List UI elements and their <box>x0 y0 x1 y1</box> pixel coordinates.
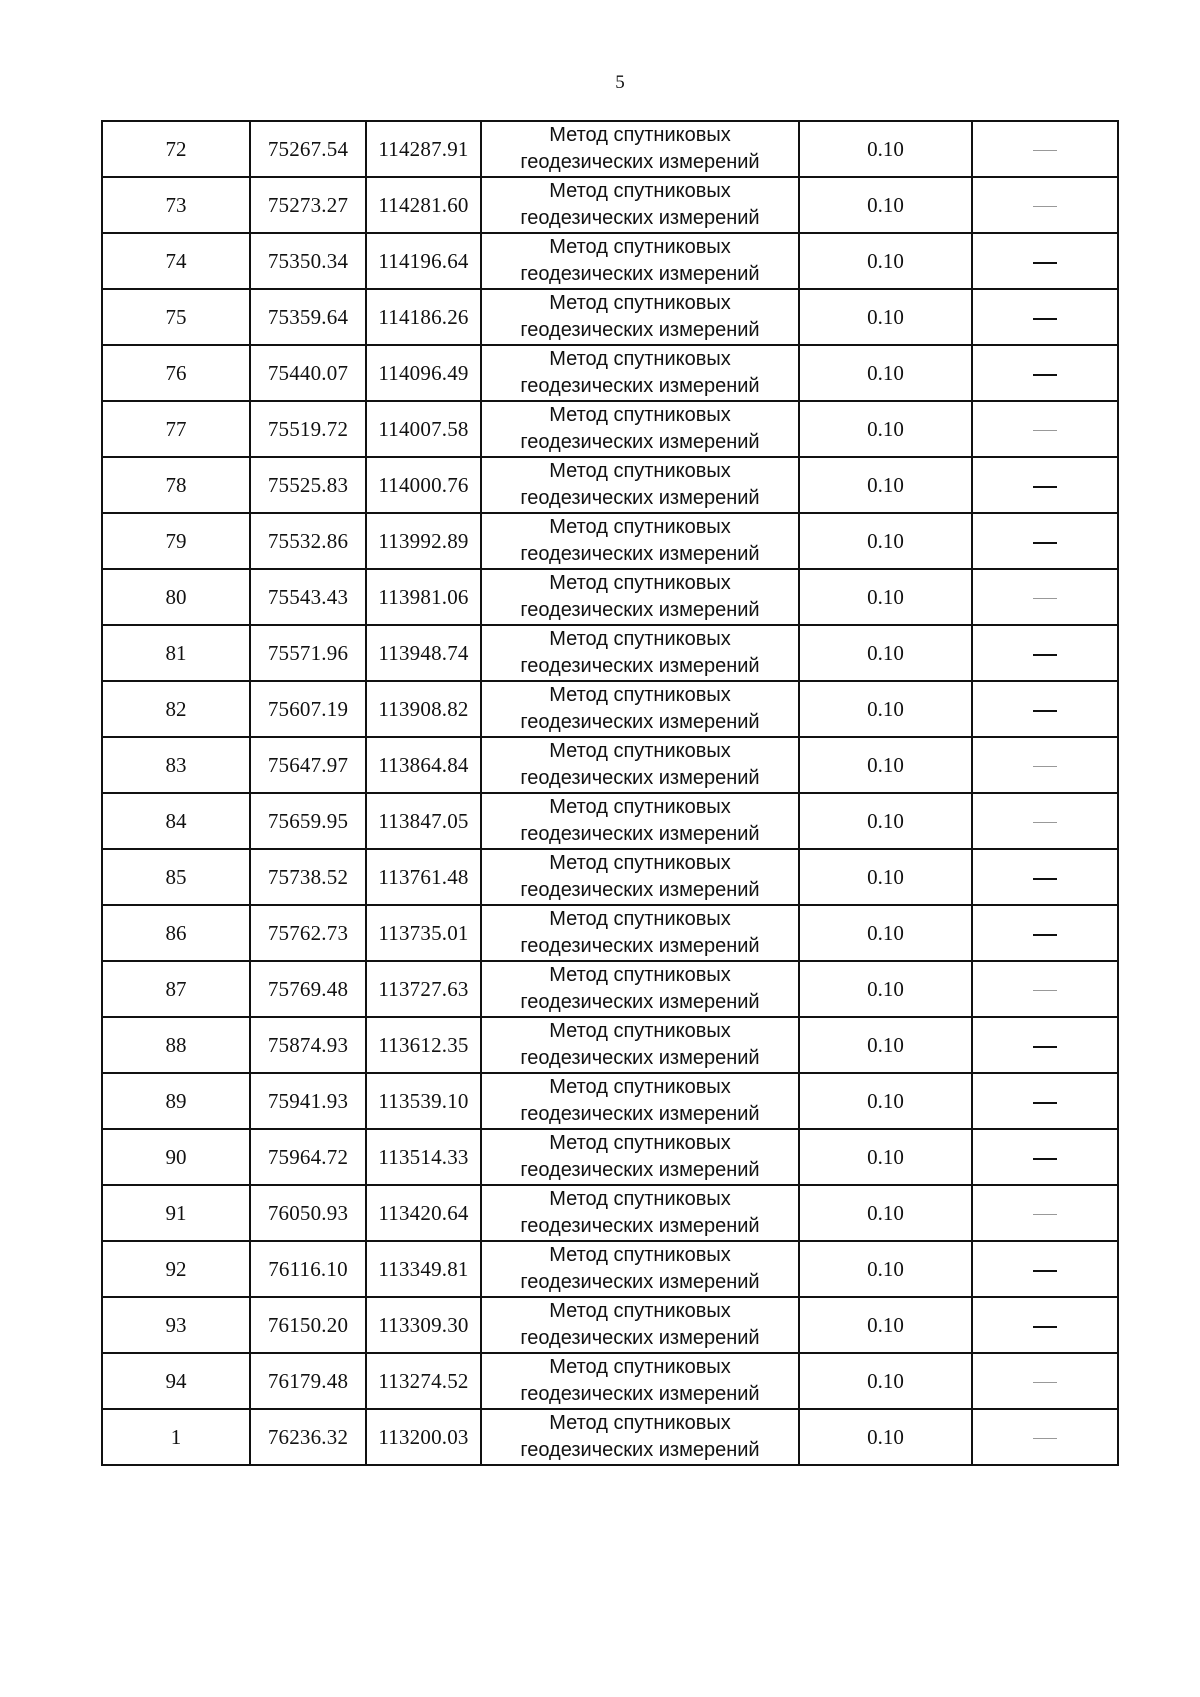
method-line-2: геодезических измерений <box>520 1103 760 1125</box>
method-line-1: Метод спутниковых <box>549 628 731 650</box>
table-row <box>102 121 1118 177</box>
point-number-cell: 80 <box>102 569 250 625</box>
x-coordinate-cell: 75440.07 <box>250 345 366 401</box>
accuracy-cell: 0.10 <box>799 1409 972 1465</box>
method-line-2: геодезических измерений <box>520 711 760 733</box>
point-number-cell: 85 <box>102 849 250 905</box>
point-number-cell: 79 <box>102 513 250 569</box>
dash-mark <box>1033 766 1057 767</box>
accuracy-cell: 0.10 <box>799 681 972 737</box>
accuracy-cell: 0.10 <box>799 513 972 569</box>
table-row <box>102 681 1118 737</box>
method-line-1: Метод спутниковых <box>549 1356 731 1378</box>
table-row <box>102 905 1118 961</box>
x-coordinate-cell: 75350.34 <box>250 233 366 289</box>
method-line-1: Метод спутниковых <box>549 348 731 370</box>
y-coordinate-cell: 113420.64 <box>366 1185 481 1241</box>
y-coordinate-cell: 113200.03 <box>366 1409 481 1465</box>
method-line-2: геодезических измерений <box>520 767 760 789</box>
dash-mark <box>1033 598 1057 599</box>
dash-mark <box>1033 934 1057 936</box>
dash-mark <box>1033 150 1057 151</box>
method-line-1: Метод спутниковых <box>549 852 731 874</box>
y-coordinate-cell: 113514.33 <box>366 1129 481 1185</box>
table-row <box>102 457 1118 513</box>
accuracy-cell: 0.10 <box>799 1241 972 1297</box>
accuracy-cell: 0.10 <box>799 1017 972 1073</box>
x-coordinate-cell: 75941.93 <box>250 1073 366 1129</box>
method-line-1: Метод спутниковых <box>549 404 731 426</box>
method-line-1: Метод спутниковых <box>549 740 731 762</box>
point-number-cell: 92 <box>102 1241 250 1297</box>
method-cell <box>481 737 799 793</box>
method-line-1: Метод спутниковых <box>549 1300 731 1322</box>
y-coordinate-cell: 113727.63 <box>366 961 481 1017</box>
method-line-1: Метод спутниковых <box>549 292 731 314</box>
method-cell <box>481 457 799 513</box>
point-number-cell: 89 <box>102 1073 250 1129</box>
y-coordinate-cell: 113274.52 <box>366 1353 481 1409</box>
table-row <box>102 345 1118 401</box>
table-row <box>102 1073 1118 1129</box>
point-number-cell: 1 <box>102 1409 250 1465</box>
y-coordinate-cell: 114096.49 <box>366 345 481 401</box>
method-line-2: геодезических измерений <box>520 1439 760 1461</box>
description-cell <box>972 681 1118 737</box>
method-line-2: геодезических измерений <box>520 1159 760 1181</box>
accuracy-cell: 0.10 <box>799 1297 972 1353</box>
table-body <box>102 121 1118 1465</box>
y-coordinate-cell: 113309.30 <box>366 1297 481 1353</box>
method-line-2: геодезических измерений <box>520 823 760 845</box>
method-cell <box>481 1241 799 1297</box>
y-coordinate-cell: 113992.89 <box>366 513 481 569</box>
y-coordinate-cell: 113948.74 <box>366 625 481 681</box>
method-line-2: геодезических измерений <box>520 655 760 677</box>
x-coordinate-cell: 75607.19 <box>250 681 366 737</box>
method-line-2: геодезических измерений <box>520 1047 760 1069</box>
point-number-cell: 74 <box>102 233 250 289</box>
point-number-cell: 72 <box>102 121 250 177</box>
accuracy-cell: 0.10 <box>799 961 972 1017</box>
y-coordinate-cell: 113908.82 <box>366 681 481 737</box>
dash-mark <box>1033 1270 1057 1272</box>
point-number-cell: 87 <box>102 961 250 1017</box>
table-row <box>102 625 1118 681</box>
method-line-2: геодезических измерений <box>520 599 760 621</box>
x-coordinate-cell: 75273.27 <box>250 177 366 233</box>
description-cell <box>972 1409 1118 1465</box>
x-coordinate-cell: 75659.95 <box>250 793 366 849</box>
description-cell <box>972 289 1118 345</box>
method-cell <box>481 345 799 401</box>
method-line-2: геодезических измерений <box>520 543 760 565</box>
x-coordinate-cell: 76050.93 <box>250 1185 366 1241</box>
description-cell <box>972 401 1118 457</box>
dash-mark <box>1033 1214 1057 1215</box>
y-coordinate-cell: 113612.35 <box>366 1017 481 1073</box>
description-cell <box>972 233 1118 289</box>
x-coordinate-cell: 75769.48 <box>250 961 366 1017</box>
point-number-cell: 76 <box>102 345 250 401</box>
table-row <box>102 1129 1118 1185</box>
dash-mark <box>1033 374 1057 376</box>
method-line-1: Метод спутниковых <box>549 180 731 202</box>
point-number-cell: 91 <box>102 1185 250 1241</box>
method-line-2: геодезических измерений <box>520 263 760 285</box>
table-row <box>102 1297 1118 1353</box>
point-number-cell: 83 <box>102 737 250 793</box>
y-coordinate-cell: 114281.60 <box>366 177 481 233</box>
y-coordinate-cell: 113761.48 <box>366 849 481 905</box>
accuracy-cell: 0.10 <box>799 177 972 233</box>
table-row <box>102 961 1118 1017</box>
method-line-2: геодезических измерений <box>520 1383 760 1405</box>
method-line-1: Метод спутниковых <box>549 1132 731 1154</box>
accuracy-cell: 0.10 <box>799 233 972 289</box>
x-coordinate-cell: 75532.86 <box>250 513 366 569</box>
accuracy-cell: 0.10 <box>799 737 972 793</box>
method-cell <box>481 793 799 849</box>
x-coordinate-cell: 75762.73 <box>250 905 366 961</box>
x-coordinate-cell: 75571.96 <box>250 625 366 681</box>
dash-mark <box>1033 1102 1057 1104</box>
table-row <box>102 1185 1118 1241</box>
method-line-1: Метод спутниковых <box>549 516 731 538</box>
method-line-2: геодезических измерений <box>520 879 760 901</box>
table-row <box>102 513 1118 569</box>
accuracy-cell: 0.10 <box>799 569 972 625</box>
method-cell <box>481 177 799 233</box>
accuracy-cell: 0.10 <box>799 121 972 177</box>
y-coordinate-cell: 113981.06 <box>366 569 481 625</box>
y-coordinate-cell: 114196.64 <box>366 233 481 289</box>
y-coordinate-cell: 114186.26 <box>366 289 481 345</box>
y-coordinate-cell: 113864.84 <box>366 737 481 793</box>
method-line-1: Метод спутниковых <box>549 1244 731 1266</box>
description-cell <box>972 1185 1118 1241</box>
dash-mark <box>1033 318 1057 320</box>
method-cell <box>481 1129 799 1185</box>
dash-mark <box>1033 1438 1057 1439</box>
dash-mark <box>1033 822 1057 823</box>
description-cell <box>972 177 1118 233</box>
method-cell <box>481 1409 799 1465</box>
x-coordinate-cell: 75738.52 <box>250 849 366 905</box>
page-number: 5 <box>615 72 625 93</box>
method-line-1: Метод спутниковых <box>549 572 731 594</box>
table-row <box>102 849 1118 905</box>
x-coordinate-cell: 75647.97 <box>250 737 366 793</box>
method-cell <box>481 233 799 289</box>
method-line-2: геодезических измерений <box>520 1215 760 1237</box>
dash-mark <box>1033 262 1057 264</box>
point-number-cell: 73 <box>102 177 250 233</box>
y-coordinate-cell: 113735.01 <box>366 905 481 961</box>
accuracy-cell: 0.10 <box>799 457 972 513</box>
method-line-2: геодезических измерений <box>520 207 760 229</box>
point-number-cell: 81 <box>102 625 250 681</box>
dash-mark <box>1033 542 1057 544</box>
dash-mark <box>1033 486 1057 488</box>
method-cell <box>481 569 799 625</box>
method-cell <box>481 121 799 177</box>
table-row <box>102 177 1118 233</box>
accuracy-cell: 0.10 <box>799 401 972 457</box>
point-number-cell: 82 <box>102 681 250 737</box>
description-cell <box>972 1129 1118 1185</box>
y-coordinate-cell: 113539.10 <box>366 1073 481 1129</box>
table-row <box>102 569 1118 625</box>
description-cell <box>972 121 1118 177</box>
accuracy-cell: 0.10 <box>799 849 972 905</box>
accuracy-cell: 0.10 <box>799 1185 972 1241</box>
point-number-cell: 94 <box>102 1353 250 1409</box>
method-cell <box>481 681 799 737</box>
method-line-2: геодезических измерений <box>520 319 760 341</box>
dash-mark <box>1033 878 1057 880</box>
dash-mark <box>1033 1158 1057 1160</box>
accuracy-cell: 0.10 <box>799 345 972 401</box>
x-coordinate-cell: 76179.48 <box>250 1353 366 1409</box>
method-cell <box>481 1073 799 1129</box>
method-line-2: геодезических измерений <box>520 431 760 453</box>
method-line-1: Метод спутниковых <box>549 684 731 706</box>
point-number-cell: 86 <box>102 905 250 961</box>
point-number-cell: 78 <box>102 457 250 513</box>
method-line-1: Метод спутниковых <box>549 908 731 930</box>
point-number-cell: 88 <box>102 1017 250 1073</box>
accuracy-cell: 0.10 <box>799 905 972 961</box>
description-cell <box>972 513 1118 569</box>
table-row <box>102 1409 1118 1465</box>
x-coordinate-cell: 76236.32 <box>250 1409 366 1465</box>
table-row <box>102 737 1118 793</box>
dash-mark <box>1033 206 1057 207</box>
method-cell <box>481 625 799 681</box>
method-line-2: геодезических измерений <box>520 1327 760 1349</box>
dash-mark <box>1033 654 1057 656</box>
method-line-1: Метод спутниковых <box>549 1188 731 1210</box>
table-row <box>102 1353 1118 1409</box>
method-cell <box>481 513 799 569</box>
x-coordinate-cell: 76150.20 <box>250 1297 366 1353</box>
x-coordinate-cell: 75964.72 <box>250 1129 366 1185</box>
method-cell <box>481 1185 799 1241</box>
method-line-2: геодезических измерений <box>520 935 760 957</box>
x-coordinate-cell: 76116.10 <box>250 1241 366 1297</box>
method-cell <box>481 905 799 961</box>
method-line-1: Метод спутниковых <box>549 1076 731 1098</box>
table-row <box>102 1017 1118 1073</box>
dash-mark <box>1033 990 1057 991</box>
coordinates-table <box>101 120 1119 1466</box>
accuracy-cell: 0.10 <box>799 793 972 849</box>
accuracy-cell: 0.10 <box>799 1129 972 1185</box>
description-cell <box>972 905 1118 961</box>
method-line-2: геодезических измерений <box>520 487 760 509</box>
description-cell <box>972 961 1118 1017</box>
dash-mark <box>1033 1046 1057 1048</box>
accuracy-cell: 0.10 <box>799 289 972 345</box>
method-line-2: геодезических измерений <box>520 375 760 397</box>
x-coordinate-cell: 75359.64 <box>250 289 366 345</box>
y-coordinate-cell: 114000.76 <box>366 457 481 513</box>
method-cell <box>481 1297 799 1353</box>
method-line-1: Метод спутниковых <box>549 1020 731 1042</box>
description-cell <box>972 793 1118 849</box>
table-row <box>102 289 1118 345</box>
description-cell <box>972 1297 1118 1353</box>
dash-mark <box>1033 710 1057 712</box>
description-cell <box>972 1353 1118 1409</box>
y-coordinate-cell: 113847.05 <box>366 793 481 849</box>
dash-mark <box>1033 1326 1057 1328</box>
y-coordinate-cell: 113349.81 <box>366 1241 481 1297</box>
x-coordinate-cell: 75543.43 <box>250 569 366 625</box>
method-line-1: Метод спутниковых <box>549 124 731 146</box>
accuracy-cell: 0.10 <box>799 1073 972 1129</box>
accuracy-cell: 0.10 <box>799 625 972 681</box>
description-cell <box>972 457 1118 513</box>
table-row <box>102 233 1118 289</box>
method-line-1: Метод спутниковых <box>549 460 731 482</box>
description-cell <box>972 625 1118 681</box>
method-cell <box>481 1017 799 1073</box>
description-cell <box>972 737 1118 793</box>
x-coordinate-cell: 75519.72 <box>250 401 366 457</box>
method-line-2: геодезических измерений <box>520 151 760 173</box>
method-line-1: Метод спутниковых <box>549 1412 731 1434</box>
description-cell <box>972 1073 1118 1129</box>
point-number-cell: 84 <box>102 793 250 849</box>
method-line-2: геодезических измерений <box>520 991 760 1013</box>
point-number-cell: 93 <box>102 1297 250 1353</box>
description-cell <box>972 1241 1118 1297</box>
y-coordinate-cell: 114287.91 <box>366 121 481 177</box>
method-line-1: Метод спутниковых <box>549 964 731 986</box>
table-row <box>102 1241 1118 1297</box>
description-cell <box>972 345 1118 401</box>
table-row <box>102 401 1118 457</box>
accuracy-cell: 0.10 <box>799 1353 972 1409</box>
x-coordinate-cell: 75267.54 <box>250 121 366 177</box>
description-cell <box>972 1017 1118 1073</box>
description-cell <box>972 849 1118 905</box>
dash-mark <box>1033 430 1057 431</box>
y-coordinate-cell: 114007.58 <box>366 401 481 457</box>
method-cell <box>481 401 799 457</box>
x-coordinate-cell: 75874.93 <box>250 1017 366 1073</box>
method-cell <box>481 1353 799 1409</box>
method-cell <box>481 961 799 1017</box>
dash-mark <box>1033 1382 1057 1383</box>
method-line-1: Метод спутниковых <box>549 236 731 258</box>
method-cell <box>481 849 799 905</box>
point-number-cell: 75 <box>102 289 250 345</box>
point-number-cell: 77 <box>102 401 250 457</box>
x-coordinate-cell: 75525.83 <box>250 457 366 513</box>
method-cell <box>481 289 799 345</box>
point-number-cell: 90 <box>102 1129 250 1185</box>
description-cell <box>972 569 1118 625</box>
method-line-1: Метод спутниковых <box>549 796 731 818</box>
method-line-2: геодезических измерений <box>520 1271 760 1293</box>
table-row <box>102 793 1118 849</box>
